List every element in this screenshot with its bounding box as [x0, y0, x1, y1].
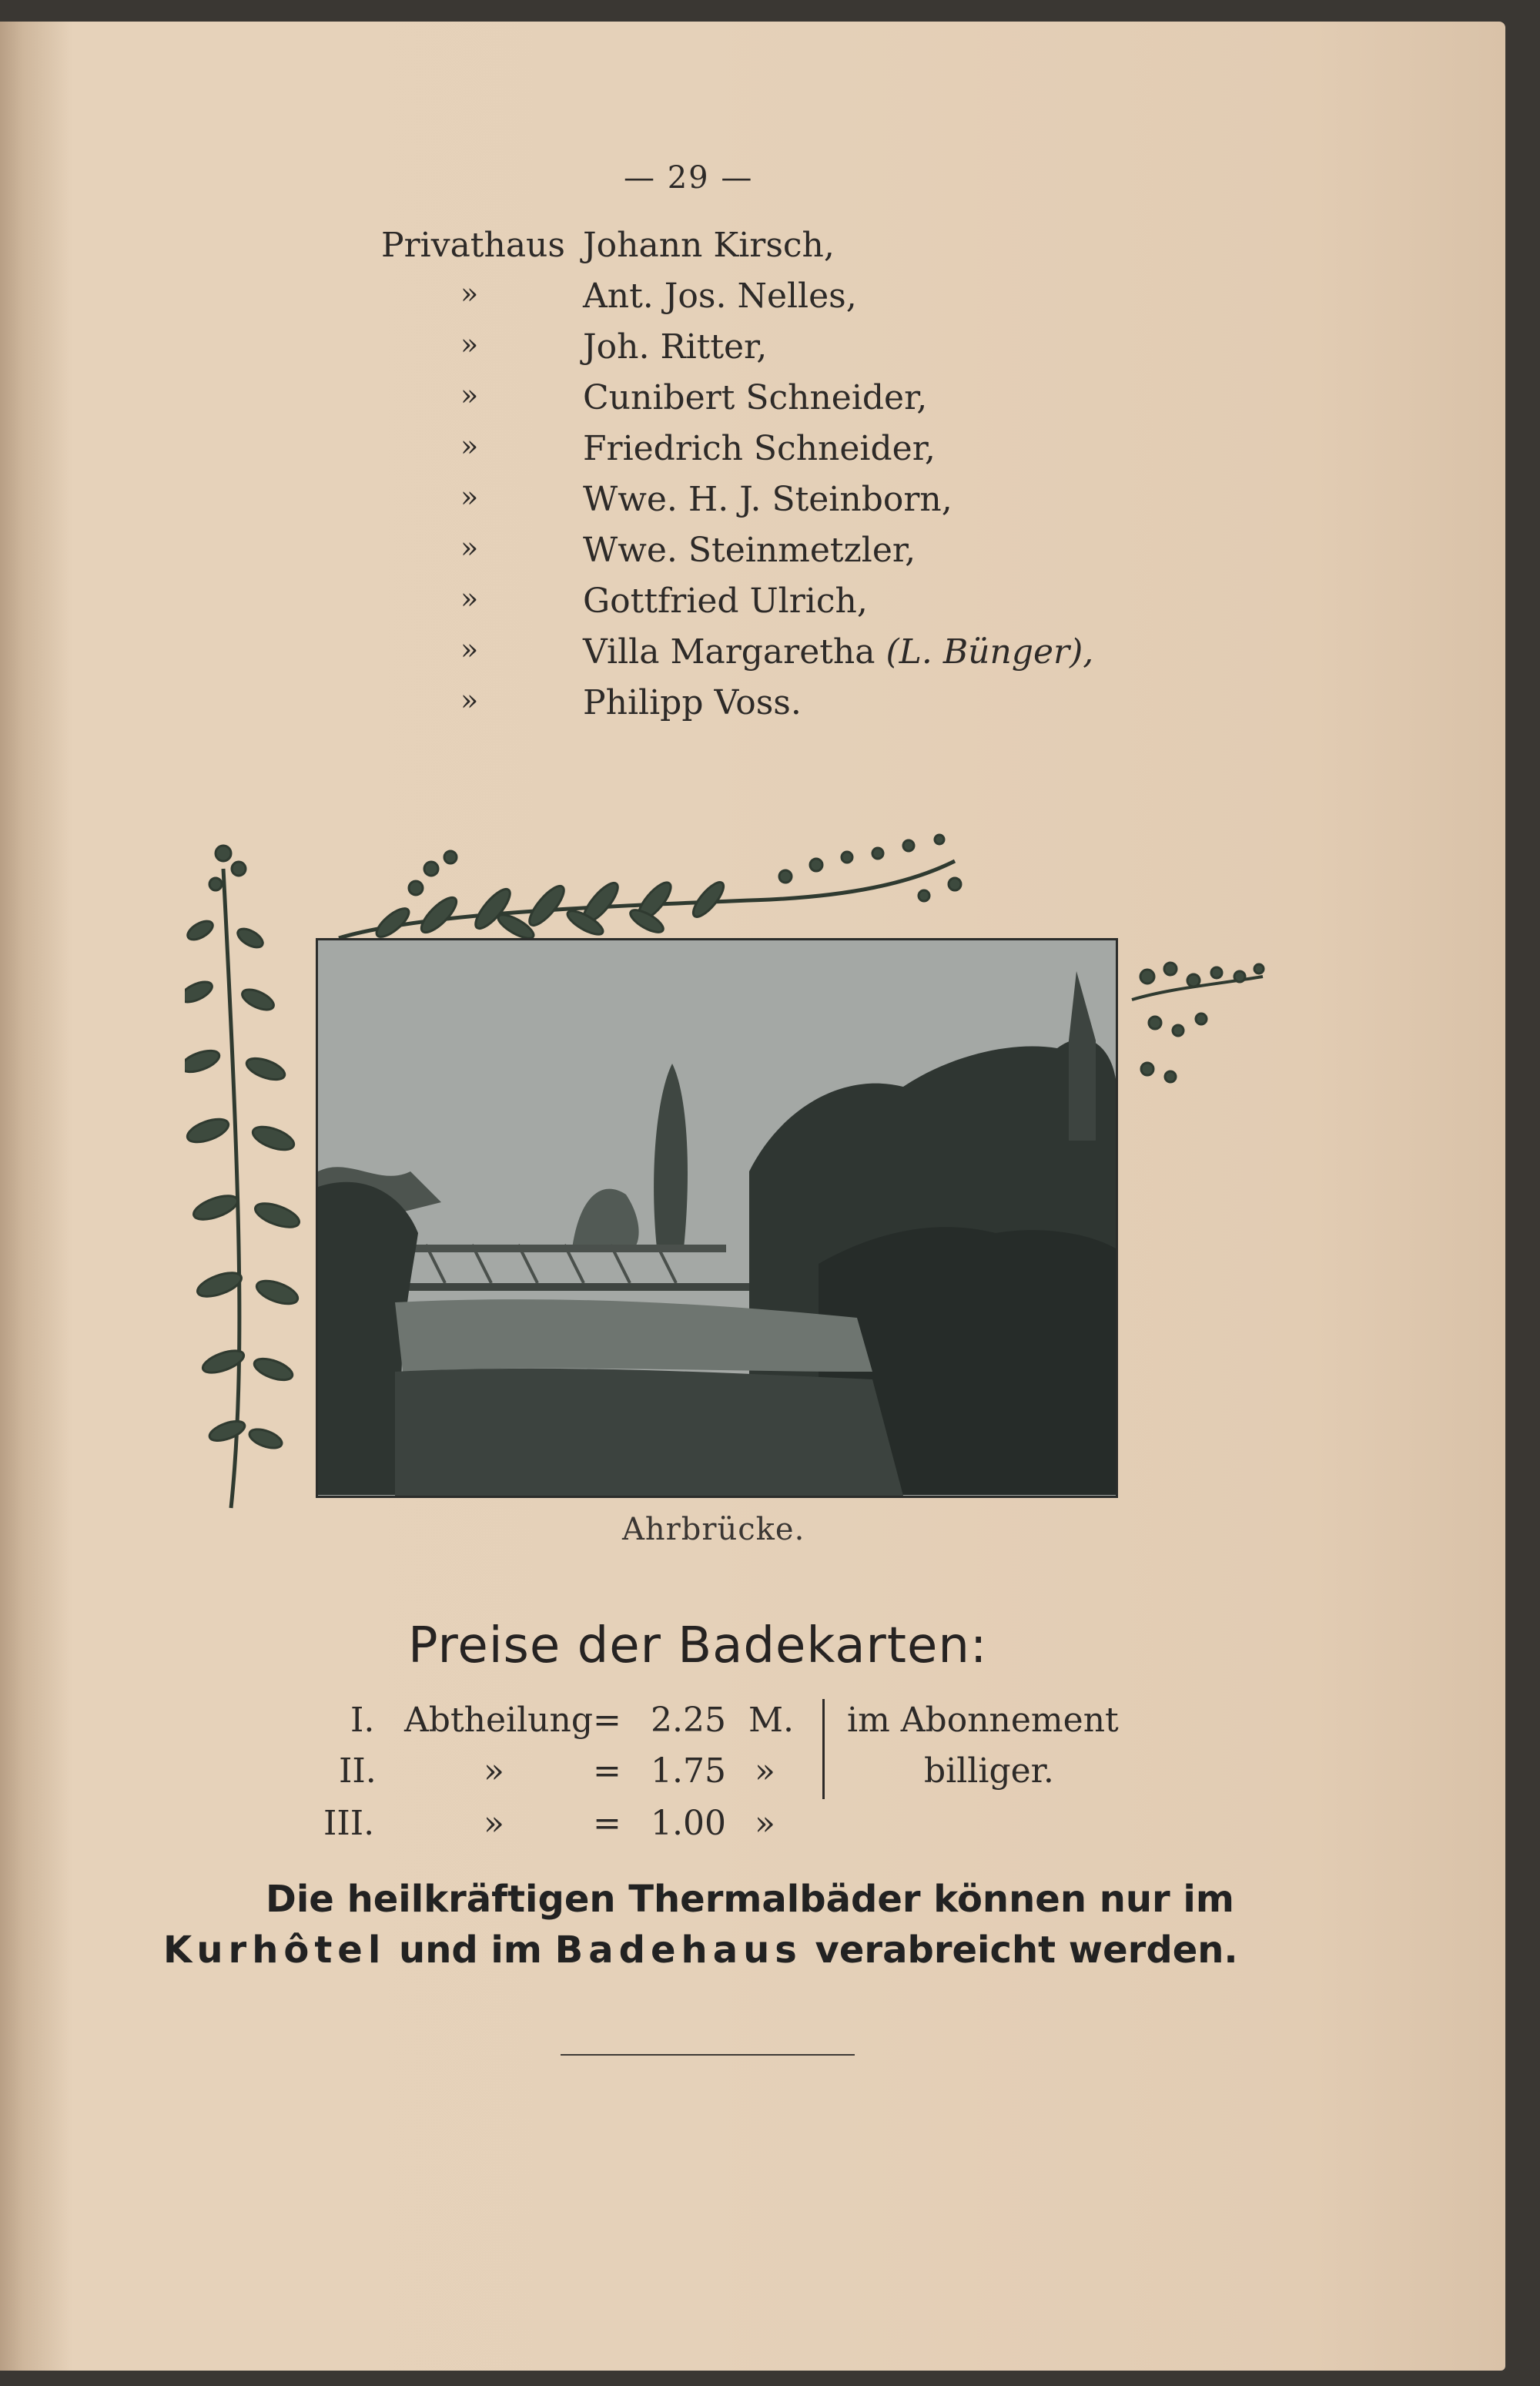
- price-eq: =: [593, 1701, 621, 1740]
- price-unit: M.: [748, 1701, 795, 1740]
- abonnement-note: im Abonnement: [847, 1701, 1119, 1740]
- price-label: »: [484, 1804, 504, 1843]
- price-unit: »: [755, 1751, 775, 1791]
- photo-ahrbruecke: [316, 938, 1116, 1496]
- list-item: [0, 531, 1505, 581]
- note-connector: und im: [399, 1929, 542, 1972]
- ditto-mark: »: [460, 429, 479, 463]
- price-class: III.: [323, 1804, 375, 1843]
- villa-name: Villa Margaretha: [583, 632, 875, 672]
- fern-leaflets-left: [185, 846, 302, 1452]
- price-value: 1.00: [651, 1804, 726, 1843]
- price-row: [350, 1701, 374, 1740]
- list-entry: Wwe. Steinmetzler,: [583, 531, 916, 570]
- abonnement-note-2: billiger.: [924, 1751, 1054, 1791]
- list-label: Privathaus: [381, 226, 565, 265]
- list-item: [0, 480, 1505, 531]
- section-divider: [561, 2054, 855, 2056]
- list-entry: Wwe. H. J. Steinborn,: [583, 480, 952, 519]
- list-item: [0, 429, 1505, 480]
- price-value: 2.25: [651, 1701, 726, 1740]
- price-class: I.: [350, 1701, 375, 1740]
- list-entry: Joh. Ritter,: [583, 327, 768, 367]
- ditto-mark: »: [460, 531, 479, 565]
- thermal-note-line1: Die heilkräftigen Thermalbäder können nur im: [266, 1878, 1234, 1921]
- list-entry: Friedrich Schneider,: [583, 429, 936, 468]
- list-item: [0, 276, 1505, 327]
- list-entry: Gottfried Ulrich,: [583, 581, 868, 621]
- note-ending: verabreicht werden.: [815, 1929, 1238, 1972]
- photo-caption: Ahrbrücke.: [622, 1512, 805, 1547]
- ditto-mark: »: [460, 378, 479, 412]
- ditto-mark: »: [460, 480, 479, 514]
- price-value: 1.75: [651, 1751, 726, 1791]
- list-item: [0, 683, 1505, 734]
- price-brace: [816, 1699, 825, 1799]
- list-entry: Philipp Voss.: [583, 683, 802, 722]
- list-item: [0, 327, 1505, 378]
- villa-owner: (L. Bünger),: [886, 632, 1094, 672]
- badehaus-word: Badehaus: [554, 1929, 802, 1972]
- ditto-mark: »: [460, 327, 479, 361]
- landscape-illustration: [318, 940, 1116, 1496]
- thermal-note-line2: [163, 1929, 1238, 1972]
- list-entry: [583, 632, 1093, 672]
- ditto-mark: »: [460, 632, 479, 666]
- list-entry: Ant. Jos. Nelles,: [583, 276, 857, 316]
- ditto-mark: »: [460, 683, 479, 717]
- list-item: [0, 378, 1505, 429]
- price-eq: =: [593, 1751, 621, 1791]
- kurhotel-word: Kurhôtel: [163, 1929, 387, 1972]
- price-class: II.: [339, 1751, 377, 1791]
- list-item: [0, 632, 1505, 683]
- price-eq: =: [593, 1804, 621, 1843]
- bridge-photo: [316, 938, 1118, 1498]
- ditto-mark: »: [460, 276, 479, 310]
- book-page: [0, 22, 1505, 2371]
- list-entry: Johann Kirsch,: [583, 226, 835, 265]
- ditto-mark: »: [460, 581, 479, 615]
- price-unit: »: [755, 1804, 775, 1843]
- page-number: — 29 —: [624, 160, 754, 196]
- list-entry: Cunibert Schneider,: [583, 378, 928, 417]
- list-item: [0, 226, 1505, 276]
- price-label: Abtheilung: [404, 1701, 593, 1740]
- prices-heading: Preise der Badekarten:: [408, 1617, 988, 1674]
- list-item: [0, 581, 1505, 632]
- price-label: »: [484, 1751, 504, 1791]
